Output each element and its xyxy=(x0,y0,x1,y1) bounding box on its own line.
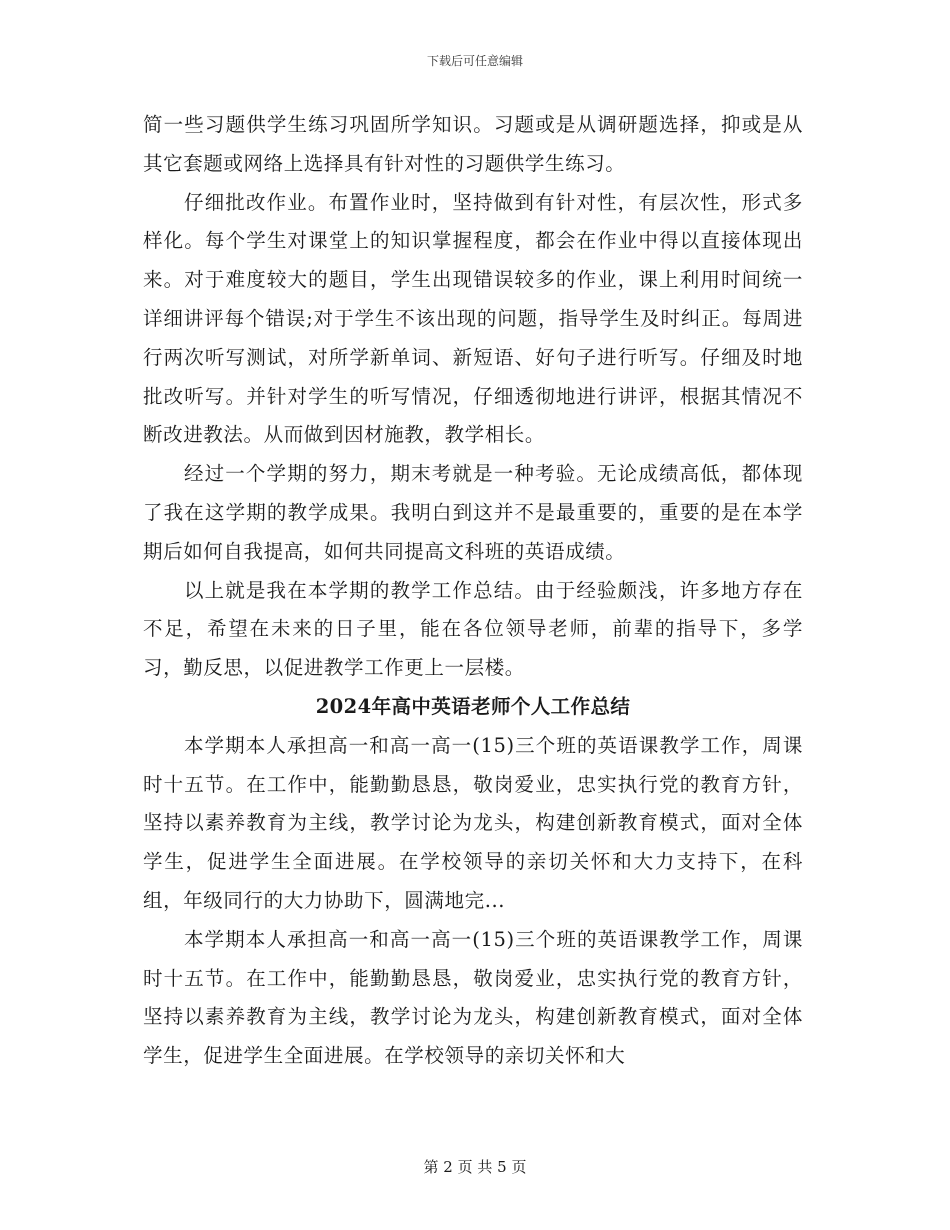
paragraph-homework: 仔细批改作业。布置作业时，坚持做到有针对性，有层次性，形式多样化。每个学生对课堂上的知识掌握程度，都会在作业中得以直接体现出来。对于难度较大的题目，学生出现错误较多的作业，课上利用时间统一详细讲评每个错误;对于学生不该出现的问题，指导学生及时纠正。每周进行两次听写测试，对所学新单词、新短语、好句子进行听写。仔细及时地批改听写。并针对学生的听写情况，仔细透彻地进行讲评，根据其情况不断改进教法。从而做到因材施教，教学相长。 xyxy=(143,190,803,447)
page-header: 下载后可任意编辑 xyxy=(426,54,523,68)
page-footer: 第 2 页 共 5 页 xyxy=(423,1158,527,1176)
paragraph-summary-1: 本学期本人承担高一和高一高一(15)三个班的英语课教学工作，周课时十五节。在工作中，能勤勤恳恳，敬岗爱业，忠实执行党的教育方针，坚持以素养教育为主线，教学讨论为龙头，构建创新教育模式，面对全体学生，促进学生全面进展。在学校领导的亲切关怀和大力支持下，在科组，年级同行的大力协助下，圆满地完... xyxy=(143,733,803,912)
paragraph-exam: 经过一个学期的努力，期末考就是一种考验。无论成绩高低，都体现了我在这学期的教学成果。我明白到这并不是最重要的，重要的是在本学期后如何自我提高，如何共同提高文科班的英语成绩。 xyxy=(143,462,803,563)
paragraph-conclusion: 以上就是我在本学期的教学工作总结。由于经验颇浅，许多地方存在不足，希望在未来的日子里，能在各位领导老师，前辈的指导下，多学习，勤反思，以促进教学工作更上一层楼。 xyxy=(143,578,803,680)
document-body xyxy=(143,106,803,1076)
section-title: 2024年高中英语老师个人工作总结 xyxy=(315,694,631,718)
paragraph-continuation: 简一些习题供学生练习巩固所学知识。习题或是从调研题选择，抑或是从其它套题或网络上选择具有针对性的习题供学生练习。 xyxy=(143,113,803,175)
paragraph-summary-2: 本学期本人承担高一和高一高一(15)三个班的英语课教学工作，周课时十五节。在工作中，能勤勤恳恳，敬岗爱业，忠实执行党的教育方针，坚持以素养教育为主线，教学讨论为龙头，构建创新教育模式，面对全体学生，促进学生全面进展。在学校领导的亲切关怀和大 xyxy=(143,927,803,1068)
